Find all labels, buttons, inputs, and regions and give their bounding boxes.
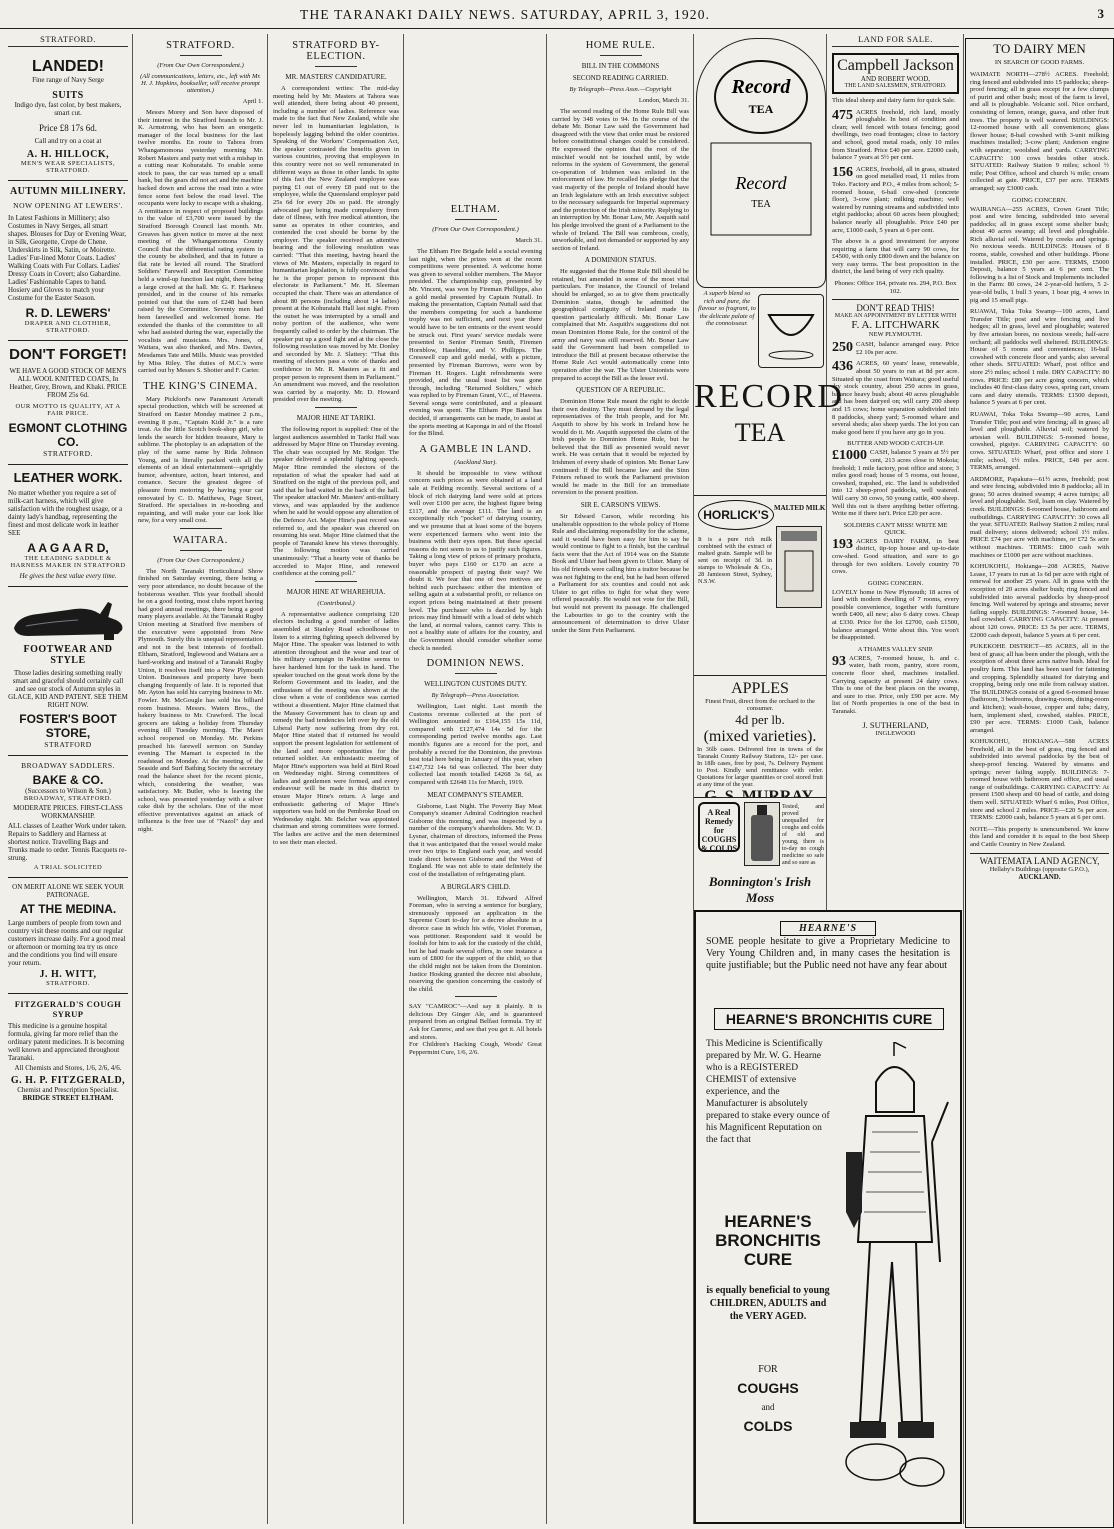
column-rule	[403, 34, 404, 1524]
article-subheading: SIR E. CARSON'S VIEWS.	[580, 500, 661, 509]
ad-text: MODERATE PRICES. FIRST-CLASS WORKMANSHIP.	[13, 804, 123, 820]
ad-text: STRATFORD.	[43, 449, 93, 458]
ad-brand: TEA	[734, 418, 786, 447]
listing-text: ACRES, 7-roomed house, h. and c. water, bath room, pantry, store room, concrete floor shed, machines installed. Carrying capacity at present 24 dairy cows. This is one of the best places on the swamp, and sure to rise. Price, only £90 per acre. My list of North properties is one of the best in Taranaki.	[832, 654, 959, 715]
ad-text: A superb blend so rich and pure, the flavour so fragrant, to the delicate palate of the connoisseur.	[698, 290, 756, 327]
ad-text: All Chemists and Stores, 1/6, 2/6, 4/6.	[14, 1064, 122, 1072]
ad-text: In 36lb cases. Delivered free in towns of the Taranaki County Railway Stations, 12/- per case. In 18lb cases, free by post, 7s. Delivery Payment to Post. Kindly send remittance with order. Quotations for larger quantities or cool stored fruit at any time of the year.	[697, 746, 823, 788]
article-date: April 1.	[242, 98, 263, 105]
article-body: Dominion Home Rule meant the right to decide their own destiny. They must demand by the legal representatives of the Irish people, and for Mr. Asquith to show by his work in Ireland how he would do it. Mr. Asquith supported the claim of the Irish people to Dominion Home Rule, but he believed that the Bill as presented would never work. He was certain that it would be rejected by Irishmen of every shade of opinion. Mr. Bonar Law continued: If the Bill became law and the Sinn Feiners refused to work the Parliament provision would be made in the Bill for an immediate reversion to the present position.	[552, 398, 689, 497]
ad-text: Large numbers of people from town and country visit these rooms and our regular customers increase daily. For a good meal or afternoon or morning tea try us once and the conditions you find will ensure your return.	[8, 919, 126, 967]
listing-text: RUAWAI, Toka Toka Swamp—100 acres, Land Transfer Title; post and wire fencing and live hedges; all in grass, level and ploughable; watered by five artesian bores, no noxious weeds; half-acre orchard; all paddocks well sheltered. BUILDINGS: House of 5 rooms and conveniences; 16-bail cowshed with concrete floor and yards; also several other sheds. SITUATED: Wharf, post office and store 2½ miles; school 1 mile. DRY CAPACITY: 80 cows. PRICE: £80 per acre going concern, which includes 40 first-class dairy cows, spring cart, cream cans and dairy utensils. TERMS: £1500 deposit, balance 5 years at 6 per cent.	[970, 308, 1109, 407]
ad-text: (mixed varieties).	[703, 728, 817, 745]
article-body: Wellington, March 31. Edward Alfred Foreman, who is serving a sentence for burglary, strenuously opposed an application in the Supreme Court to-day for a decree absolute in a divorce case in which his wife, Violet Foreman, was petitioner. Respondent said it would be foolish for him to ask for the custody of the child, but he had made several offers, in one instance a sum of £800 for the support of the child, so that the child might not be taken from the Dominion. Justice Hosking granted the decree nisi absolute, reserving the question concerning the custody of the child.	[409, 894, 542, 993]
article-heading: THE KING'S CINEMA.	[143, 380, 258, 392]
divider	[455, 219, 497, 220]
article-subheading: SECOND READING CARRIED.	[572, 74, 669, 82]
ad-name: FOSTER'S BOOT STORE,	[19, 712, 117, 740]
article-body: Mary Pickford's new Paramount Arteraft special production, which will be screened at Stratford on Easter Monday matinee 2 p.m., evening 8 p.m., "Captain Kidd Jr." is a rare treat. As the little Scotch book-shop girl, who lends the search for hidden treasure, Mary is sublime. The photoplay is an adaptation of the play of the same name by Rida Johnson Young, and is literally packed with all the elements of an ideal entertainment—sprightly humor, adventure, action, heart interest, and romance. Secure the greatest degree of pleasure from motoring by having your car renovated by C. D. Matthews, Page Street, Stratford. He specialises in re-hooding and repainting, and will make your car look like new, for a very small cost.	[138, 395, 263, 525]
ad-heading: AT THE MEDINA.	[19, 902, 117, 916]
ad-name: Campbell Jackson	[837, 57, 954, 74]
ad-name: A A G A A R D,	[27, 541, 109, 555]
ad-text: Chemist and Prescription Specialist.	[17, 1086, 119, 1094]
divider	[180, 550, 222, 551]
listing-text: KOHUKOHU, Hokianga—208 ACRES, Native Lease, 17 years to run at 1s 6d per acre with right of renewal for another 25 years. All in grass with the exception of 20 acres shelter bush; ring fenced and subdivided into several paddocks by sheep-proof fencing. Well watered by springs and streams; never failing supply. BUILDINGS: 7-roomed house, 14-bail cowshed. CARRYING CAPACITY: At present about 120 cows. PRICE: £3 5s per acre. TERMS, £2000 cash deposit, balance 5 years at 6 per cent.	[970, 563, 1109, 639]
hearnes-banner	[696, 918, 960, 936]
shoe-image	[8, 592, 128, 644]
ad-heading: APPLES	[731, 680, 789, 697]
svg-text:TEA: TEA	[748, 102, 774, 116]
ad-heading: SUITS	[52, 90, 84, 101]
column-6-land	[828, 34, 963, 910]
divider	[455, 673, 497, 674]
ad-heading: DON'T READ THIS!	[856, 303, 935, 314]
ad-text: STRATFORD.	[46, 980, 90, 987]
article-subheading: WELLINGTON CUSTOMS DUTY.	[424, 680, 527, 689]
divider	[600, 55, 642, 56]
article-body: It should be impossible to view without concern such prices as were obtained at a land sale at Feilding recently. Several sections of a block of rich dairying land were sold at prices well over £100 per acre, the highest figure being £117, and the average £111. The land is an exceptionally rich "pocket" of dairying country, and we presume that at least some of the buyers were experienced farmers who went into the business with their eyes open. But these special reasons do not seem to us to justify such figures. Taking a long view of prices of primary products, buyer who pays £160 or £170 an acre a reasonable prospect of paying their way? We doubt it. We fear that one of two motives are behind such purchases: either the intention of selling again at a substantial profit, or reliance on export prices being maintained at their present level. The purchaser who is dazzled by high prices may find himself with a load of debt which the land, at normal values, cannot carry. This is not a healthy state of affairs for the country, and the Government should consider whether some check is needed.	[409, 469, 542, 652]
column-rule	[963, 34, 964, 1524]
litchwark-ad	[832, 299, 959, 338]
divider	[315, 66, 357, 67]
divider	[180, 55, 222, 56]
article-body: A representative audience comprising 120 electors including a good number of ladies assembled at Stanley Road schoolhouse to listen to a stirring fighting speech delivered by Major Hine. The speaker was listened to with attention throughout and the wear and tear of his military campaign in Palestine seems to have hardened him for the task in hand. The speaker touched on the great work done by the Reform Government and its leader, and the enthusiasm of the meeting was shown at the close when a vote of confidence was carried without a dissentient. Major Hine claimed that the Massey Government has to clean up and remedy the bad tendencies left over by the old Liberal Party now suffering from dry rot. Major Hine stated that if returned he would support the present legislation for settlement of the land and more opportunities for the returned soldier. An enthusiastic meeting of Major Hine's supporters was held at Bird Road on Wednesday night. Strong committees of ladies and gentlemen were formed, and every endeavour will be made in this district to ensure Major Hine's return. A large and enthusiastic gathering of Major Hine's supporters was held on the Pembroke Road on Wednesday night. Mr. Belcher was appointed chairman and strong committees were formed. The ladies are active and the men determined to see their man elected.	[273, 610, 399, 846]
article-subheading: BILL IN THE COMMONS	[581, 62, 660, 70]
ad-text: AUCKLAND.	[1018, 872, 1061, 881]
teacup-image	[758, 294, 824, 368]
article-heading: HOME RULE.	[585, 40, 656, 51]
egmont-ad	[8, 340, 128, 464]
ad-name: G. H. P. FITZGERALD,	[10, 1075, 126, 1086]
listing-heading: GOING CONCERN.	[867, 579, 924, 587]
ad-heading: HEARNE'S BRONCHITIS CURE	[714, 1008, 944, 1030]
article-body: Sir Edward Carson, while recording his unalterable opposition to the whole policy of Home Rule and disclaiming responsibility for the scheme, said it would have been easy for him to say he would continue to fight to a finish, but the cardinal facts were that the Act of 1914 was on the Statute Book and Ulster had been given to Ulster. Many of his old friends were calling him a traitor because he was not fighting to the end, but he had been offered a Parliament for six counties and could not ask Ulster to get rifles to fight for what they were offered peaceably. He would not vote for the Bill, but would not prevent its passage. He challenged the Labourites to go to the country with the announcement of determination to drive Ulster under the Sinn Fein Parliament.	[552, 512, 689, 634]
hillock-ad	[8, 53, 128, 180]
ad-text: THE LEADING SADDLE & HARNESS MAKER IN STRATFORD	[10, 555, 126, 569]
campbell-jackson-banner	[832, 53, 959, 94]
listing-heading: A THAMES VALLEY SNIP.	[857, 645, 934, 653]
column-2	[134, 34, 267, 1524]
article-body: Gisborne, Last Night. The Poverty Bay Meat Company's steamer Admiral Codrington reached Gisborne this morning, and was inspected by a number of the company's shareholders. Mr. W. D. Lysnar, chairman of directors, informed the Press that it was anticipated that the vessel would make over two trips to England each year, and would trade direct between Gisborne and the West of England. He was not able to state definitely the cost of the installation of refrigerating plant.	[409, 802, 542, 878]
ad-name: A. H. HILLOCK,	[26, 149, 110, 160]
ad-text: OUR MOTTO IS QUALITY, AT A FAIR PRICE.	[15, 403, 121, 417]
article-byline: By Telegraph—Press Assn.—Copyright	[569, 86, 672, 93]
article-subheading: MR. MASTERS' CANDIDATURE.	[285, 73, 387, 81]
listing-number: 156	[832, 164, 853, 180]
ad-text: In Latest Fashions in Millinery; also Costumes in Navy Serges, all smart shapes. Blouses for Day or Evening Wear, in Silk, Georgette, Crepe de Chene. Underskirts in Silk, Satin, or Moirette. Ladies' Fur-lined Motor Coats. Ladies' Walking Coats with Fur Collars. Ladies' Dressy Coats in Covert; also Gabardine. Ladies' Fashionable Capes to hand. Hosiery and Gloves to match your Costume for the Easter Season.	[8, 214, 126, 302]
listing-text: RUAWAI, Toka Toka Swamp—90 acres, Land Transfer Title; post and wire fencing; all in grass; all level and ploughable. Alluvial soil; watered by artesian well. BUILDINGS: 5-roomed house, cowshed, pigstye. CARRYING CAPACITY: 60 cows. SITUATED: Wharf, post office and store 1 mile; school, 1½ miles. PRICE, £48 per acre. TERMS, arranged.	[970, 410, 1109, 472]
divider	[315, 407, 357, 408]
article-subheading: A BURGLAR'S CHILD.	[440, 882, 511, 891]
divider	[180, 528, 222, 529]
svg-text:Record: Record	[731, 76, 791, 98]
article-byline: (From Our Own Correspondent.)	[432, 226, 519, 233]
fitzgerald-ad	[8, 993, 128, 1108]
ad-text: STRATFORD	[44, 740, 92, 749]
article-body: The North Taranaki Horticultural Show finished on Saturday evening, there being a very poor attendance, no doubt because of the boisterous weather. This year football should be on a good footing, most clubs report having had good annual meetings, there being a good many players available. At the Taranaki Rugby Union meeting at Stratford five members of the executive were appointed from New Plymouth. Surely this is unequal representation and not in the best interests of football. Eltham, Stratford, Inglewood and Waitara are a hard-working and instead of a Taranaki Rugby Union, it resolves itself into a New Plymouth Union. Businesses and property have been changing frequently of late. It is reported that Mr. Ayton has sold his carrying business to Mr. Fowler. Mr. McGougle has sold his billiard room business. Messrs. Waters Bros., the bakery business to Mr. Crawford. The local grocers are taking a holiday from Thursday evening till Tuesday morning. The Maori school reopened on Monday. Mr. Perkins preached his farewell sermon on Sunday evening. The Mamari is expected in the roadstead on Monday. At the meeting of the Seaside and Surf Bathing Society the secretary read the balance sheet for the recent picnic, which, considering the weather, was satisfactory. Mr. Butler, who is leaving the school, was presented yesterday with a silver cake dish by the scholars. One of the most effective preventatives against an attack of influenza is the free use of "Nazol" day and night.	[138, 567, 263, 834]
svg-text:TEA: TEA	[751, 199, 771, 210]
ad-text: MEN'S WEAR SPECIALISTS, STRATFORD.	[20, 160, 116, 174]
article-heading: WAITARA.	[173, 534, 228, 546]
ad-text: Those ladies desiring something really smart and graceful should certainly call and see our stock of Autumn styles in GLACE, KID AND PATENT. SEE THEM RIGHT NOW.	[8, 669, 128, 709]
listing-number: 436	[832, 359, 853, 375]
ad-heading: A Real Remedy for COUGHS & COLDS	[698, 802, 740, 852]
article-byline: (Auckland Star).	[454, 458, 497, 466]
ad-text: Fine range of Navy Serge	[32, 76, 104, 84]
ad-text: A TRIAL SOLICITED	[33, 864, 103, 871]
ad-text: IN SEARCH OF GOOD FARMS.	[994, 59, 1085, 66]
article-body: A correspondent writes: The mid-day meeting held by Mr. Masters at Tahora was well attended, there being about 40 present, including a number of ladies. Reference was made to the fact that New Zealand, while she never led in humanitarian legislation, is hopelessly lagging behind the older countries. Speaking of the Workers' Compensation Act, the speaker contrasted the benefits given in various countries, proving that employees in this country were not so well remunerated in different ways as those in other lands. In spite of this fact the New Zealand employee was paying £1 out of every £8 paid out to the employee, while the Queensland employer paid 25s 6d for every 20s so paid. He strongly advocated pay being made compulsory from date of illness, with free medical attention, the same as operates in other countries, and contended the cost should be borne by the employer. The speaker received an attentive hearing and the following resolution was carried: "That this meeting, having heard the views of Mr. Masters, especially in regard to humanitarian legislation, is fully convinced that he is the proper person to represent this electorate in Parliament." Mr. H. Sleeman occupied the chair. There was an attendance of about 80 persons (including about 14 ladies) present at the Kohuratahi Hall last night. From the outset he was interrupted by a small and noisy portion of the audience, who were frequently called to order by the chairman. The speaker put up a good fight and at the close the following resolution was moved by Mr. Donley and seconded by Mr. J. Slattery: "That this meeting of electors pass a vote of thanks and confidence in Mr. R. Masters as a fit and proper person to represent them in Parliament." An amendment was moved, and the resolution was carried by a majority. Mr. D. Howard presided over the meeting.	[273, 85, 399, 404]
apples-ad	[694, 675, 826, 796]
masthead-title: THE TARANAKI DAILY NEWS. SATURDAY, APRIL 3, 1920.	[300, 7, 711, 22]
foster-ad	[8, 586, 128, 755]
ad-text: COLDS	[743, 1418, 793, 1434]
ad-name: WAITEMATA LAND AGENCY,	[970, 853, 1109, 866]
ad-text: BROADWAY, STRATFORD.	[23, 795, 113, 802]
column-3	[269, 34, 403, 1524]
ad-text: SOME people hesitate to give a Proprietary Medicine to Very Young Children and, in many cases the hesitation is quite justifiable; but the Public need not have any fear about	[706, 936, 950, 971]
column-5	[548, 34, 693, 1524]
ad-brand: HORLICK'S	[703, 508, 769, 522]
ad-heading: TO DAIRY MEN	[993, 41, 1086, 56]
ad-text: It is a pure rich milk combined with the extract of malted grain. Sample will be sent on receipt of 3d. in stamps to Wholesale & Co., 28 Jamieson Street, Sydney, N.S.W.	[698, 536, 772, 585]
ad-text: Indigo dye, fast color, by best makers, smart cut.	[14, 101, 122, 117]
ad-heading: LEATHER WORK.	[13, 470, 123, 485]
hearnes-ad	[694, 910, 962, 1524]
ad-text: Finest Fruit, direct from the orchard to the consumer.	[705, 698, 815, 712]
horlicks-logo	[698, 500, 774, 530]
listing-number: 475	[832, 107, 853, 123]
ad-text: FOR	[758, 1364, 778, 1375]
article-heading: STRATFORD BY-ELECTION.	[292, 40, 380, 62]
listing-text: ARDMORE, Papakura—61½ acres, freehold; post and wire fencing, subdivided into 8 paddocks; all in grass; 50 acres drained swamp; 4 acres turnips; all level and ploughable. Soil, loam on clay. Watered by creek. BUILDINGS: 8-roomed house, bathroom and outbuildings. CARRYING CAPACITY: 30 cows all the year. SITUATED: Railway Station 2 miles; rural mail delivery; stores delivered; school 1½ miles. PRICE £74 per acre with machines, or £72 5s acre without machines. TERMS: £800 cash with machines or £1000 per acre without machines.	[970, 475, 1109, 559]
ad-text: ALL classes of Leather Work under taken. Repairs to Saddlery and Harness at shortest notice. Travelling Bags and Trunks made to order. Tennis Racquets re-strung.	[8, 822, 127, 862]
column-7-dairy	[965, 38, 1114, 1528]
listing-text: Phones: Office 164, private res. 294, P.O. Box 102.	[834, 280, 957, 295]
ad-text: COUGHS	[737, 1380, 799, 1396]
article-byline: (From Our Own Correspondent.)	[157, 556, 244, 564]
divider	[315, 581, 357, 582]
listing-heading: BUTTER AND WOOD CATCH-UP.	[847, 440, 944, 448]
ad-text: is equally beneficial to young CHILDREN, ADULTS and the VERY AGED.	[706, 1285, 830, 1322]
ad-brand: Bonnington's Irish Moss	[708, 874, 812, 905]
listing-heading: SOLDIERS CAN'T MISS! WRITE ME QUICK.	[843, 521, 948, 536]
article-heading: ELTHAM.	[450, 204, 501, 215]
ad-text: NEW PLYMOUTH.	[868, 331, 923, 339]
article-body: Messrs Morey and Son have disposed of their interest in the Stratford branch to Mr. J. K. Armstrong, who has been an energetic manager of the local business for the last twelve months. En route to Tahora from Whangamomona yesterday morning Mr. Robert Masters and party met with a mishap in a cutting near Kohuratahi. To enable some stock to pass, the car was turned up a small bank, but the gears did not act and the machine backed down and across the road into a wire fence some feet below the road level. The occupants were lucky to escape with a shaking. A remittance in respect of proposed buildings to the value of £3,700 were issued by the Stratford Borough Council last month. Mr. Greaves has given notice to move at the next meeting of the Whangamomona County Council that the differential rating system in the county be abolished, and that in future a flat rate be levied all round. The Stratford Soldiers' Farewell and Reception Committee held a wind-up function last night, there being a large crowd at the hall. Mr. G. F. Harkness presided, and in the course of his remarks pointed out that the sum of £248 had been raised by the Committee. Seventy men had been farewelled and welcomed home. He extended the thanks of the committee to all who had assisted during the war, especially the vocalists and musicians. Mrs. Jones, of Waitara, was also thanked, and Mrs. Davies, Mesdames Tate and Mills. Music was provided by Miss Riley. The duties of M.C.'s were carried out by Messrs S. Shotter and F. Carter.	[138, 109, 263, 375]
article-subheading: MEAT COMPANY'S STEAMER.	[427, 790, 524, 799]
ad-text: and	[761, 1402, 775, 1412]
classified-ad: SAY "CAMROC"—And say it plainly. It is delicious Dry Ginger Ale, and is guaranteed prepared from an original Belfast formula. Try it! Ask for Camroc, and see that you get it. All hotels and stores.	[409, 1003, 542, 1041]
ad-heading: HEARNE'S BRONCHITIS CURE	[715, 1212, 821, 1269]
article-heading: STRATFORD.	[166, 40, 235, 51]
column-rule	[132, 34, 133, 1524]
article-byline: (All communications, letters, etc., left with Mr. H. J. Hopkins, bookseller, will receive prompt attention.)	[140, 73, 261, 94]
listing-heading: GOING CONCERN.	[1011, 196, 1068, 204]
article-byline: (From Our Own Correspondent.)	[157, 62, 244, 69]
listing-text: NOTE—This property is unencumbered. We know this land and consider it is equal to the best Sheep and Cattle Country in New Zealand.	[970, 825, 1109, 848]
ad-name: BAKE & CO.	[32, 773, 104, 787]
aagaard-ad	[8, 464, 128, 586]
classified-ad: For Children's Hacking Cough, Woods' Great Peppermint Cure, 1/6, 2/6.	[409, 1041, 542, 1056]
ad-name: R. D. LEWERS'	[25, 306, 111, 320]
listing-text: The above is a good investment for anyone requiring a farm that will carry 90 cows, for £4500, with only £800 down and the balance on very easy terms. The best proposition in the district, the land being of very rich quality.	[832, 238, 959, 276]
ad-heading: FITZGERALD'S COUGH SYRUP	[14, 999, 122, 1019]
section-label: STRATFORD.	[8, 34, 128, 47]
ad-text: WE HAVE A GOOD STOCK OF MEN'S ALL WOOL KNITTED COATS, In Heather, Grey, Brown, and Khaki. PRICE FROM 25s 6d.	[9, 367, 127, 399]
ad-text: INGLEWOOD	[875, 729, 916, 737]
ad-name: EGMONT CLOTHING CO.	[8, 421, 128, 449]
column-rule	[267, 34, 268, 1524]
column-rule	[546, 34, 547, 1524]
lewers-ad	[8, 180, 128, 340]
ad-name: F. A. LITCHWARK	[851, 319, 940, 332]
ad-price: Price £8 17s 6d.	[39, 123, 97, 133]
ad-text: Hellaby's Buildings (opposite G.P.O.),	[989, 865, 1090, 873]
horlicks-ad	[694, 495, 826, 674]
article-body: The second reading of the Home Rule Bill was carried by 348 votes to 94. In the course of the debate Mr. Bonar Law said the Government had disagreed with the view that order must be restored before constitutional changes could be considered. He expressed the opinion that the root of the mischief would not be touched until, by wide reforms in the system of Government, the general co-operation of Irishmen was enlisted in the enforcement of law. He recalled his pledge that the vast majority of the people of Ireland should have an Irish legislature with an Irish executive subject to the necessary safeguards for Imperial supremacy and the protection of the Irish minority. Replying to an interruption by Mr. Bonar Law, Mr. Asquith said his pledge involved the grant of a Parliament to the whole of Ireland. The Bill was cumbrous, costly, unworkable, and not demanded or supported by any section of Ireland.	[552, 108, 689, 252]
ad-text: MALTED MILK	[774, 504, 826, 512]
column-4	[405, 34, 546, 1524]
article-date: London, March 31.	[638, 97, 689, 104]
medina-ad	[8, 877, 128, 993]
listing-text: ACRES freehold, rich land, mostly ploughable. In best of condition and clean; well fenced with totara fencing; good dwellings, two road frontages; close to factory and school, good metal roads, only 10 miles from Stratford. Price £40 per acre. £2000 cash, balance 7 years at 5½ per cent.	[832, 108, 959, 162]
ad-price: 4d per lb.	[735, 712, 785, 727]
ad-heading: FOOTWEAR AND STYLE	[23, 644, 113, 666]
bottle-image	[744, 802, 780, 866]
bonnington-ad	[694, 797, 826, 910]
page-number: 3	[1097, 6, 1104, 21]
ad-heading: DON'T FORGET!	[9, 346, 127, 363]
article-body: He suggested that the Home Rule Bill should be retained, but amended in some of the most vital particulars. For instance, the Council of Ireland should be enlarged, so as to give them practically Dominion status, though he admitted the geographical contiguity of Ireland made its question particularly difficult. Mr. Bonar Law complained that Mr. Asquith's suggestions did not mean Dominion Home Rule, for the control of the army and navy was still reserved. Mr. Bonar Law said the Government had been compelled to introduce the Bill at present because otherwise the Home Rule Act would automatically come into operation after the war. The Ulster Unionists were prepared to accept the Bill as the lesser evil.	[552, 268, 689, 382]
article-subheading: MAJOR HINE AT WHAREHUIA.	[286, 587, 386, 596]
ad-text: Call and try on a coat at	[34, 137, 102, 145]
svg-text:Record: Record	[735, 173, 787, 193]
ad-text: No matter whether you require a set of milk-cart harness, which will give satisfaction with the roughest usage, or a dainty lady's handbag, representing the finest and most delicate work in leather SEE	[8, 489, 123, 537]
ad-heading: LANDED!	[32, 58, 104, 75]
listing-text: WAIMATE NORTH—278½ ACRES. Freehold; ring fenced and subdivided into 15 paddocks; sheep-proof fencing; all in grass except for a few clumps of puriri and other bush; most of the farm is level, and all is ploughable. Volcanic soil. Nice orchard, consisting of lemon, orange, guava, and other fruit trees. The property is well watered. BUILDINGS: 12-roomed house with all conveniences; glass flower house; 8-bail cowshed with 3-unit milking machines installed; 3-cow plant; Anderson engine with separator; woolshed and yards. CARRYING CAPACITY: 100 cows besides other stock. SITUATED: Railway Station 9 miles; school ½ mile; Post Office, school and church ¼ mile; cream collected at gate. PRICE, £37 per acre. TERMS arranged; say £3000 cash.	[970, 71, 1109, 192]
article-heading: DOMINION NEWS.	[426, 658, 525, 670]
listing-text: KOHUKOHU, HOKIANGA—588 ACRES Freehold, all in the best of grass, ring fenced and subdivided into several paddocks by the best of sheep-proof fencing. Watered by streams and springs; never failing supply. BUILDINGS: 7-roomed house with bathroom and office, and usual range of outbuildings. CARRYING CAPACITY: At present 1500 sheep and 60 head of cattle, and doing them well. SITUATED: Wharf 6 miles, Post Office, store and school 2 miles. PRICE—£20 5s per acre. TERMS: £2000 cash, balance 5 years at 6 per cent.	[970, 738, 1109, 822]
article-body: The following report is supplied: One of the largest audiences assembled in Tariki Hall was addressed by Major Hine on Thursday evening. The chair was occupied by Mr. Rodger. The speaker delivered a splendid fighting speech. Major Hine reminded the electors of the reputation of what the speaker had said at Stratford on the night of the previous poll, and said that he had waited in the back of the hall. The speaker attacked Mr. Masters' anti-military views, and was applauded by the audience when he said he would oppose any alteration of the Defence Act. Major Hine's past record was referred to, and the speaker was cheered on resuming his seat. Major Hine claimed that the people of Taranaki knew his views thoroughly. The following motion was carried unanimously: "That a hearty vote of thanks be accorded to Major Hine, and renewed confidence at the coming poll."	[273, 425, 399, 578]
listing-text: CASH, balance arranged easy. Price £2 10s per acre.	[856, 341, 959, 356]
ad-text: AND ROBERT WOOD,	[860, 75, 931, 83]
listing-number: 93	[832, 653, 846, 669]
listing-text: LOVELY home in New Plymouth; 18 acres of land with modern dwelling of 7 rooms, every possible convenience, together with furniture worth £400, all new; also 6 dairy cows. Cheap at £330. Price for the lot £2700, cash £1500, balance arranged. Write about this. You won't be disappointed.	[832, 588, 959, 642]
ad-name: J. H. WITT,	[39, 969, 97, 980]
listing-text: ACRES, 60 years' lease, renewable, about 50 years to run at 8d per acre. Situated up the coast from Waitara; good useful dry stock country, about 250 acres in grass, balance heavy bush; about 40 acres ploughable and has been dairyed on; will carry 200 sheep and 15 cows; home separation subdivided into 8 paddocks, sheep yard; 5-roomed whare and several sheds; also sheep yards. The lot you can make good here if you have any go in you.	[832, 360, 959, 436]
ad-heading: AUTUMN MILLINERY.	[9, 186, 127, 197]
ad-text: ON MERIT ALONE WE SEEK YOUR PATRONAGE.	[12, 883, 124, 899]
ad-text: (Successors to Wilson & Son.)	[25, 787, 111, 795]
masthead	[0, 4, 1114, 29]
section-label: LAND FOR SALE.	[832, 34, 959, 47]
listing-text: This ideal sheep and dairy farm for quick Sale.	[832, 97, 956, 104]
ad-brand: RECORD	[694, 378, 844, 415]
ad-text: BRIDGE STREET ELTHAM.	[22, 1094, 114, 1102]
article-subheading: MAJOR HINE AT TARIKI.	[296, 413, 376, 422]
ad-text: THE LAND SALESMEN, STRATFORD.	[844, 83, 947, 89]
article-byline: (Contributed.)	[317, 599, 355, 607]
bake-ad	[8, 755, 128, 877]
ad-text: MAKE AN APPOINTMENT BY LETTER WITH	[834, 313, 957, 320]
article-heading: A GAMBLE IN LAND.	[419, 443, 532, 455]
article-byline: By Telegraph—Press Association.	[431, 692, 520, 700]
article-body: The Eltham Fire Brigade held a social evening last night, when the prizes won at the recent competitions were presented. A welcome home was given to several soldier members. The Mayor presided. The championship cup, presented by Mr. Vincent, was won by Fireman Phillipps, also a gold medal presented by Captain Nuttall. In making the presentation, Captain Nuttall said that the members competing for such a handsome trophy was not sufficient, and next year there would have to be ten entrants or the event would be struck out. First years' service medals were presented to Senior Fireman Smith, Firemen Hornblow, Haseldine, and V. Phillipps. The Cresswell cup and gold medal, with a picture, presented by Fireman Burrows, were won by Fireman H. Rogers. Light refreshments were provided, and the usual toast list was gone through, including "Returned Soldiers," which was replied to by Fireman Grant, V.C., of Hawera. Several songs were contributed, and a pleasant evening was spent. The Eltham Pipe Band has decided, if arrangements can be made, to assist at the sports meeting at Kaponga in aid of the Hostel for the Blind.	[409, 248, 542, 438]
ad-text: NOW OPENING AT LEWERS'.	[13, 201, 123, 210]
listing-text: ACRES DAIRY FARM, in best district, tip-top house and up-to-date cow-shed. Good situation, and sure to go through for two soldiers. Lovely country 70 cows.	[832, 537, 959, 576]
listing-number: 193	[832, 536, 853, 552]
ad-text: DRAPER AND CLOTHIER, STRATFORD.	[24, 320, 112, 334]
divider	[455, 996, 497, 997]
listing-text: WAIRANGA—255 ACRES, Crown Grant Title; post and wire fencing, subdivided into several paddocks; all in grass except some shelter bush; about 40 acres swamp; all level and ploughable. Rich alluvial soil. Watered by creeks and springs. No noxious weeds. BUILDINGS: Houses of 8 rooms, stable, cowshed and other buildings. Phone installed. PRICE, £30 per acre. TERMS, £5000 Deposit, balance 5 years at 6 per cent. The following is a list of Stock and Implements included in the Farm: 80 cows, 24 2-year-old heifers, 5 2-year-old bulls, 1 bull 3 years, 1 boar pig, 4 sows in pig and 15 small pigs.	[970, 205, 1109, 304]
ad-text: Tested, and proved unequalled for coughs and colds of old and young, there is to-day no cough medicine so safe and so sure as	[782, 804, 824, 866]
ad-heading: BROADWAY SADDLERS.	[21, 761, 115, 770]
horlicks-jar	[776, 526, 822, 608]
article-subheading: QUESTION OF A REPUBLIC.	[575, 386, 666, 395]
listing-number: 250	[832, 340, 853, 356]
ad-name: J. SUTHERLAND,	[862, 719, 929, 730]
listing-text: PUKEKOHE DISTRICT—85 ACRES, all in the best of grass; all has been under the plough, with the exception of about three acres native bush. Ideal for poultry farm. This land has been used for fattening and cropping. Splendidly situated for dairying and cropping, being only one mile from railway station. The BUILDINGS consist of a good 6-roomed house (bathroom, 3 bedrooms, drawing-room, dining-room and kitchen); wash-house, copper and tubs; dairy, barn, implement shed, cowshed, stables. PRICE, £90 per acre. TERMS: £1000 Cash, balance arranged.	[970, 643, 1109, 734]
article-body: Wellington, Last night. Last month the Customs revenue collected at the port of Wellington amounted to £164,155 15s 11d, compared with £127,474 14s 5d for the corresponding period twelve months ago. Last month's figures are a record for the port, and probably a record for the Dominion, the previous best total here being in January of this year, when £147,732 14s 6d was collected. The beer duty collected last month totalled £4268 3s 6d, as compared with £2648 11s for March, 1919.	[409, 703, 542, 787]
record-tea-tin	[696, 38, 826, 288]
ad-brand: HEARNE'S	[780, 921, 876, 936]
ad-text: This Medicine is Scientifically prepared by Mr. W. G. Hearne who is a REGISTERED CHEMIST of extensive experience, and the Manufacturer is absolutely prepared to stake every ounce of his Magnificent Reputation on the fact that	[706, 1039, 830, 1145]
article-subheading: A DOMINION STATUS.	[584, 256, 657, 265]
listing-text: CASH, balance 5 years at 5½ per cent, 213 acres close to Mokoia; freehold; 1 mile factory, post office and store; 3 miles good road; house of 5 rooms, out house, cowshed, trapshed, etc. The land is subdivided into 12 sheep-proof paddocks, well watered. Will carry 30 cows, 50 young cattle, 400 sheep. Well this out is there anything better offering. Write me if there isn't. Price £20 per acre.	[832, 449, 959, 518]
knight-illustration	[836, 1042, 954, 1502]
article-date: March 31.	[515, 237, 542, 244]
ad-text: This medicine is a genuine hospital formula, giving far more relief than the ordinary patent medicines. It is becoming well known and appreciated throughout Taranaki.	[8, 1022, 125, 1062]
listing-text: ACRES, freehold, all in grass, situated on good metalled road, 11 miles from Toko. Factory and P.O., 4 miles from school; 5-roomed house, 6-bail cow-shed (concrete floor), 3-cow plant; milking machine; well watered by running streams and subdivided into eight paddocks; about 60 acres been ploughed; balance nearly all ploughable. Price £40 per acre, £1000 cash, 5 years at 6 per cent.	[832, 165, 959, 234]
listing-number: £1000	[832, 448, 867, 464]
ad-text: He gives the best value every time.	[19, 572, 117, 580]
column-stratford-ads	[4, 34, 132, 1524]
